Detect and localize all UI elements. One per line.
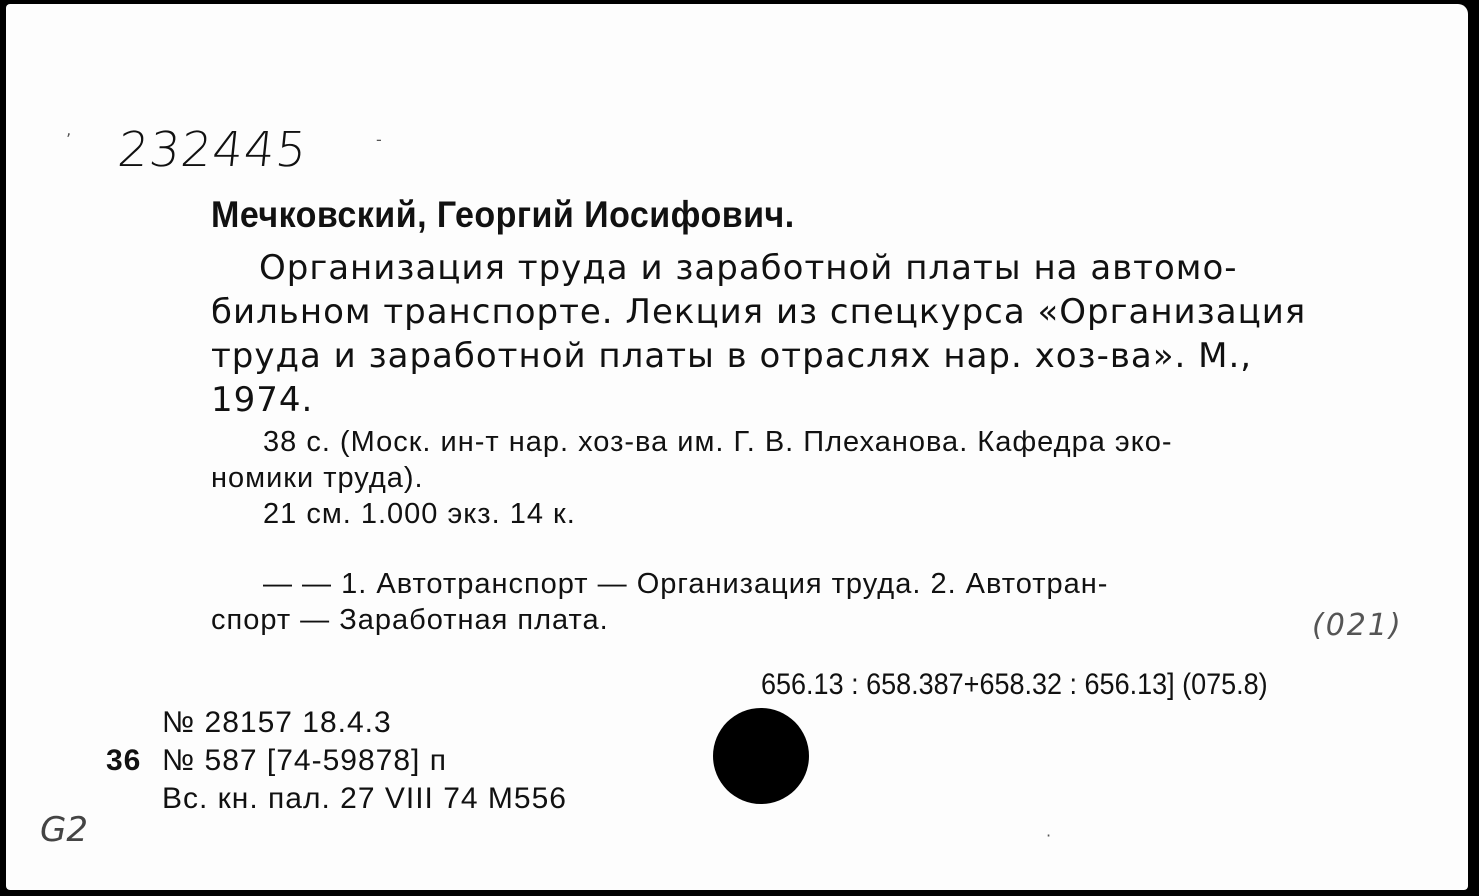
punch-hole xyxy=(713,708,809,804)
subjects-line-1: — — 1. Автотранспорт — Организация труда. 2. Автотран- xyxy=(263,568,1109,600)
title-line-4: 1974. xyxy=(211,380,314,420)
registry-line-2: № 587 [74-59878] п xyxy=(162,744,447,777)
registry-block xyxy=(106,704,567,818)
collation-block xyxy=(211,424,1446,532)
title-block xyxy=(211,246,1386,422)
title-line-1: Организация труда и заработной платы на автомо- xyxy=(259,248,1238,288)
subjects-line-2: спорт — Заработная плата. xyxy=(211,604,609,636)
scan-speck: ʼ xyxy=(66,130,72,149)
title-line-3: труда и заработной платы в отраслях нар. хоз-ва». М., xyxy=(211,336,1253,376)
scan-speck: - xyxy=(376,130,382,149)
title-line xyxy=(211,246,1386,290)
subjects-block xyxy=(211,566,1446,638)
udc-classification: 656.13 : 658.387+658.32 : 656.13] (075.8) xyxy=(761,668,1268,701)
handwritten-id: 232445 xyxy=(115,122,311,178)
catalog-card xyxy=(6,4,1468,890)
registry-line-3: Вс. кн. пал. 27 VIII 74 М556 xyxy=(162,782,567,815)
title-line-2: бильном транспорте. Лекция из спецкурса «Организация xyxy=(211,292,1307,332)
registry-prefix: 36 xyxy=(106,744,142,777)
author-heading: Мечковский, Георгий Иосифович. xyxy=(211,194,795,235)
collation-line-3: 21 см. 1.000 экз. 14 к. xyxy=(263,498,576,530)
registry-line-1: № 28157 18.4.3 xyxy=(162,706,392,739)
scan-speck: · xyxy=(1046,826,1052,845)
corner-mark: G2 xyxy=(40,810,88,850)
collation-line-1: 38 с. (Моск. ин-т нар. хоз-ва им. Г. В. Плеханова. Кафедра эко- xyxy=(263,426,1173,458)
pencil-code: (021) xyxy=(1312,608,1403,643)
collation-line-2: номики труда). xyxy=(211,462,424,494)
